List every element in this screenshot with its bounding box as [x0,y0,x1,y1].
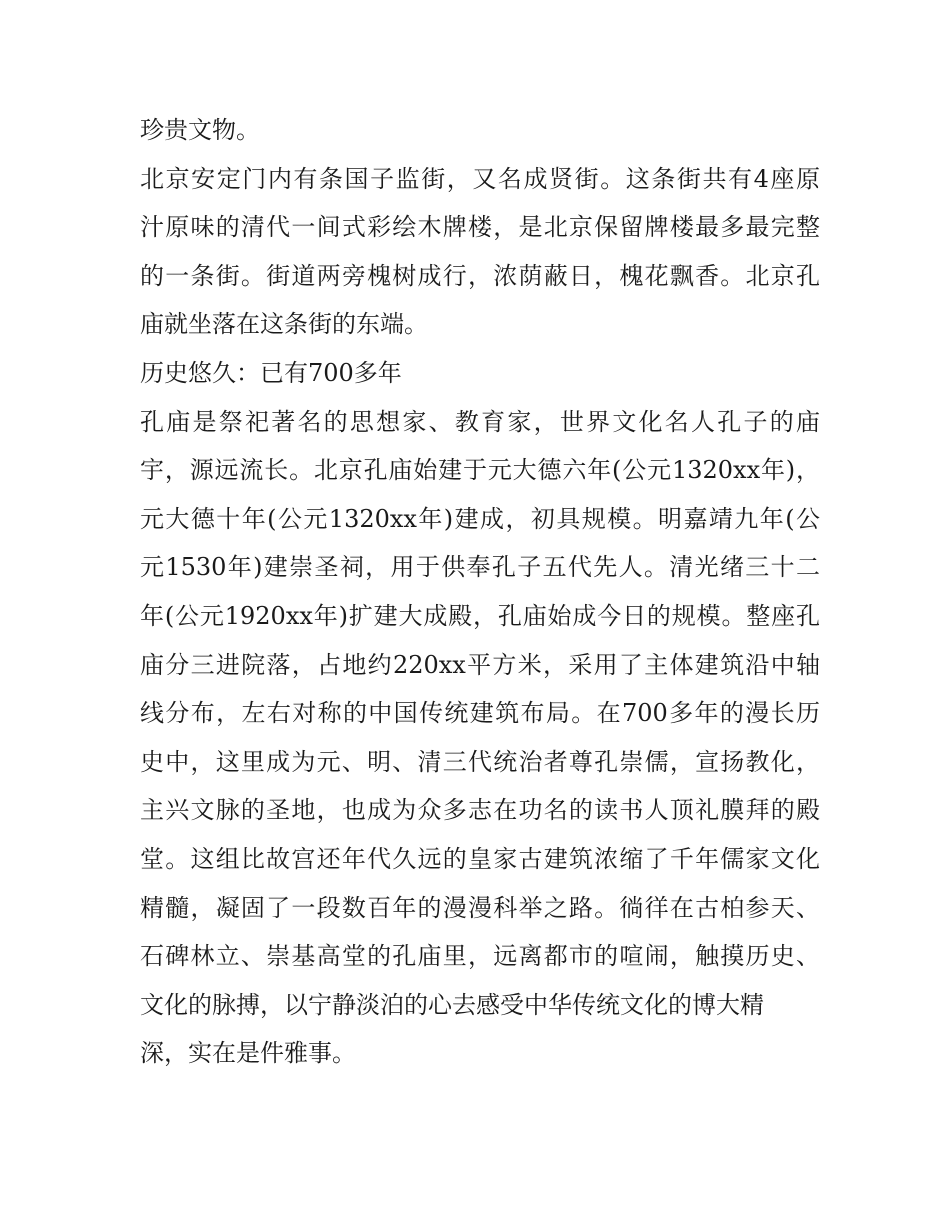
paragraph-2-line-3: 的一条街。街道两旁槐树成行，浓荫蔽日，槐花飘香。北京孔 [140,261,820,290]
paragraph-3-line-4: 元1530年)建崇圣祠，用于供奉孔子五代先人。清光绪三十二 [140,553,820,582]
paragraph-3-line-13: 文化的脉搏，以宁静淡泊的心去感受中华传统文化的博大精 [140,990,764,1019]
paragraph-3-line-1: 孔庙是祭祀著名的思想家、教育家，世界文化名人孔子的庙 [140,407,820,436]
paragraph-3-line-7: 线分布，左右对称的中国传统建筑布局。在700多年的漫长历 [140,699,820,728]
paragraph-3-line-14: 深，实在是件雅事。 [140,1039,356,1068]
paragraph-2-line-1: 北京安定门内有条国子监街，又名成贤街。这条街共有4座原 [140,164,820,193]
paragraph-2-line-4: 庙就坐落在这条街的东端。 [140,310,428,339]
paragraph-3-line-11: 精髓，凝固了一段数百年的漫漫科举之路。徜徉在古柏参天、 [140,893,820,922]
paragraph-3-line-9: 主兴文脉的圣地，也成为众多志在功名的读书人顶礼膜拜的殿 [140,796,820,825]
paragraph-3-line-5: 年(公元1920xx年)扩建大成殿，孔庙始成今日的规模。整座孔 [140,601,820,630]
paragraph-3-line-12: 石碑林立、崇基高堂的孔庙里，远离都市的喧闹，触摸历史、 [140,942,820,971]
article-body [140,106,820,1078]
paragraph-3-line-6: 庙分三进院落，占地约220xx平方米，采用了主体建筑沿中轴 [140,650,820,679]
paragraph-1-line-1: 珍贵文物。 [140,116,260,144]
paragraph-3-line-8: 史中，这里成为元、明、清三代统治者尊孔崇儒，宣扬教化， [140,747,820,776]
paragraph-3-line-2: 宇，源远流长。北京孔庙始建于元大德六年(公元1320xx年)， [140,456,820,485]
paragraph-2-line-2: 汁原味的清代一间式彩绘木牌楼，是北京保留牌楼最多最完整 [140,213,820,242]
section-heading: 历史悠久：已有700多年 [140,358,402,387]
paragraph-3-line-10: 堂。这组比故宫还年代久远的皇家古建筑浓缩了千年儒家文化 [140,844,820,873]
paragraph-3-line-3: 元大德十年(公元1320xx年)建成，初具规模。明嘉靖九年(公 [140,504,820,533]
